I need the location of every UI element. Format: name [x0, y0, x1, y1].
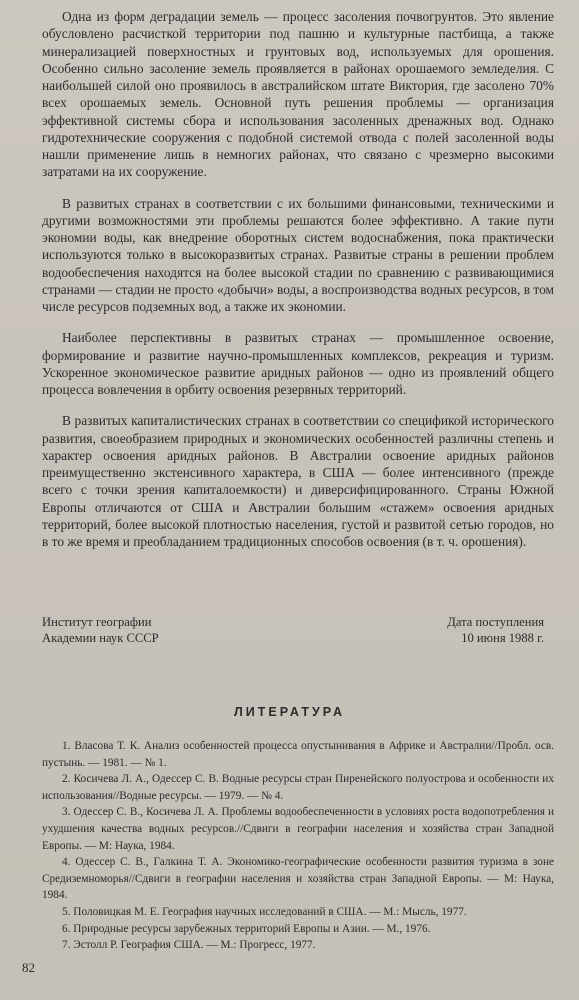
references-list	[42, 738, 554, 954]
reference-item: 4. Одессер С. В., Галкина Т. А. Экономико-географические особенности развития туризма в зоне Средиземноморья//Сдвиги в географии населения и хозяйства стран Западной Европы. — М: Наука, 1984.	[42, 856, 554, 902]
reference-item: 5. Половицкая М. Е. География научных исследований в США. — М.: Мысль, 1977.	[62, 905, 467, 918]
reference-item: 1. Власова Т. К. Анализ особенностей процесса опустынивания в Африке и Австралии//Пробл. осв. пустынь. — 1981. — № 1.	[42, 740, 554, 769]
reference-item: 6. Природные ресурсы зарубежных территорий Европы и Азии. — М., 1976.	[62, 922, 431, 935]
paragraph-capitalist-countries: В развитых капиталистических странах в соответствии со спецификой исторического развития, своеобразием природных и экономических особенностей различны степень и характер освоения аридных районов. В Австралии освоение аридных районов преимущественно экстенсивного характера, в США — более интенсивного (прежде всего с точки зрения капиталоемкости) и диверсифицированного. Страны Южной Европы отличаются от США и Австралии большим «стажем» освоения аридных территорий, более высокой плотностью населения, густой и развитой сетью городов, но в то же время и преобладанием традиционных способов освоения (в т. ч. орошения).	[42, 413, 554, 549]
reference-item: 7. Эстолл Р. География США. — М.: Прогресс, 1977.	[62, 939, 316, 952]
reference-item: 2. Косичева Л. А., Одессер С. В. Водные ресурсы стран Пиренейского полуострова и особенности их использования//Водные ресурсы. — 1979. — № 4.	[42, 773, 554, 802]
paragraph-salinization: Одна из форм деградации земель — процесс засоления почвогрунтов. Это явление обусловлено расчисткой территории под пашню и культурные пастбища, а также минерализацией поверхностных и грунтовых вод, используемых для орошения. Особенно сильно засоление земель проявляется в районах орошаемого земледелия. С наибольшей силой оно проявилось в австралийском штате Виктория, где засолено 70% всех орошаемых земель. Основной путь решения проблемы — организация эффективной системы сбора и использования засоленных дренажных вод. Однако гидротехнические сооружения с подобной системой отвода с полей засоленной воды нашли применение лишь в немногих районах, что связано с чрезмерно высокими затратами на их сооружение.	[42, 9, 554, 180]
affiliation-line-2: Академии наук СССР	[42, 631, 159, 645]
affiliation	[42, 614, 302, 646]
received-value: 10 июня 1988 г.	[461, 631, 544, 645]
page-number: 82	[22, 960, 35, 975]
affiliation-line-1: Институт географии	[42, 615, 152, 629]
received-label: Дата поступления	[447, 615, 544, 629]
paragraph-developed-countries: В развитых странах в соответствии с их большими финансовыми, техническими и другими возможностями эти проблемы решаются более эффективно. А такие пути экономии воды, как внедрение оборотных систем водоснабжения, пока практически используются только в высокоразвитых странах. Развитые страны в решении проблем водообеспечения находятся на более высокой стадии по сравнению с развивающимися странами — стадии не просто «добычи» воды, а воспроизводства водных ресурсов, в том числе ресурсов подземных вод, а также их экономии.	[42, 195, 554, 314]
article-body	[42, 8, 554, 564]
received-date	[344, 614, 544, 646]
references-heading: ЛИТЕРАТУРА	[233, 705, 346, 719]
reference-item: 3. Одессер С. В., Косичева Л. А. Проблемы водообеспеченности в условиях роста водопотребления и ухудшения качества водных ресурсов.//Сдвиги в географии населения и хозяйства стран Западной Европы. — М: Наука, 1984.	[42, 806, 554, 852]
paragraph-prospects: Наиболее перспективны в развитых странах — промышленное освоение, формирование и развитие научно-промышленных комплексов, рекреация и туризм. Ускоренное экономическое развитие аридных районов — одно из проявлений общего процесса вовлечения в орбиту освоения резервных территорий.	[42, 330, 554, 397]
